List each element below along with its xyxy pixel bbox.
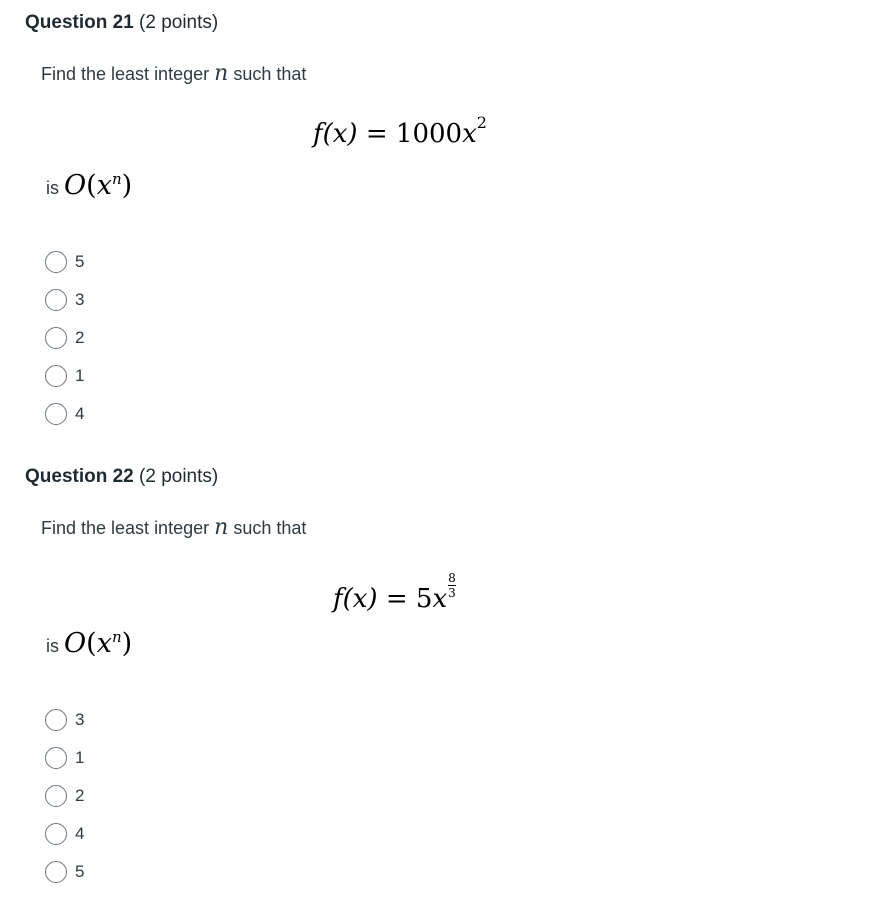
prompt-text: Find the least integer xyxy=(41,518,210,538)
radio-button[interactable] xyxy=(45,709,67,731)
answer-option[interactable] xyxy=(45,739,84,777)
big-o-base: x xyxy=(96,170,112,201)
equation-lhs: f(x) xyxy=(313,119,358,149)
question-number: Question 21 xyxy=(25,12,134,33)
equation-coefficient: 5 xyxy=(415,584,433,614)
answer-options xyxy=(45,701,84,891)
question-prompt xyxy=(41,61,306,86)
is-text: is xyxy=(46,178,59,198)
display-equation xyxy=(313,113,487,149)
radio-button[interactable] xyxy=(45,403,67,425)
answer-options xyxy=(45,243,84,433)
prompt-text-end: such that xyxy=(233,518,307,538)
answer-option[interactable] xyxy=(45,777,84,815)
option-label[interactable]: 1 xyxy=(75,366,85,385)
equation-coefficient: 1000 xyxy=(395,119,463,149)
option-label[interactable]: 3 xyxy=(75,710,85,729)
equation-exponent: 2 xyxy=(476,113,487,132)
big-o-expression xyxy=(64,628,132,659)
option-label[interactable]: 5 xyxy=(75,252,85,271)
exponent-denominator: 3 xyxy=(448,586,456,600)
answer-option[interactable] xyxy=(45,319,84,357)
big-o-statement xyxy=(46,628,132,659)
big-o-expression xyxy=(64,170,132,201)
radio-button[interactable] xyxy=(45,327,67,349)
paren-close: ) xyxy=(121,628,133,659)
prompt-variable: n xyxy=(214,61,229,86)
option-label[interactable]: 4 xyxy=(75,404,85,423)
equation-variable: x xyxy=(462,119,477,149)
radio-button[interactable] xyxy=(45,365,67,387)
prompt-text: Find the least integer xyxy=(41,64,210,84)
equation-fraction-exponent xyxy=(448,572,456,599)
big-o-symbol: O xyxy=(64,628,87,659)
question-heading xyxy=(25,466,218,488)
radio-button[interactable] xyxy=(45,823,67,845)
answer-option[interactable] xyxy=(45,243,84,281)
radio-button[interactable] xyxy=(45,289,67,311)
big-o-symbol: O xyxy=(64,170,87,201)
radio-button[interactable] xyxy=(45,861,67,883)
radio-button[interactable] xyxy=(45,251,67,273)
equation-equals: = xyxy=(365,119,388,149)
radio-button[interactable] xyxy=(45,785,67,807)
answer-option[interactable] xyxy=(45,281,84,319)
paren-open: ( xyxy=(86,628,97,659)
big-o-exponent: n xyxy=(111,170,122,188)
question-points: (2 points) xyxy=(139,466,219,487)
answer-option[interactable] xyxy=(45,815,84,853)
equation-lhs: f(x) xyxy=(333,584,378,614)
option-label[interactable]: 4 xyxy=(75,824,85,843)
question-prompt xyxy=(41,515,306,540)
option-label[interactable]: 2 xyxy=(75,328,85,347)
equation-equals: = xyxy=(385,584,408,614)
paren-open: ( xyxy=(86,170,97,201)
answer-option[interactable] xyxy=(45,357,84,395)
exponent-numerator: 8 xyxy=(448,571,456,585)
equation-variable: x xyxy=(432,584,448,614)
big-o-statement xyxy=(46,170,132,201)
answer-option[interactable] xyxy=(45,853,84,891)
answer-option[interactable] xyxy=(45,395,84,433)
prompt-variable: n xyxy=(214,515,229,540)
paren-close: ) xyxy=(121,170,133,201)
big-o-base: x xyxy=(96,628,112,659)
display-equation xyxy=(333,572,456,614)
question-number: Question 22 xyxy=(25,466,134,487)
prompt-text-end: such that xyxy=(233,64,307,84)
answer-option[interactable] xyxy=(45,701,84,739)
question-points: (2 points) xyxy=(139,12,219,33)
option-label[interactable]: 3 xyxy=(75,290,85,309)
option-label[interactable]: 2 xyxy=(75,786,85,805)
option-label[interactable]: 5 xyxy=(75,862,85,881)
is-text: is xyxy=(46,636,59,656)
question-heading xyxy=(25,12,218,34)
option-label[interactable]: 1 xyxy=(75,748,85,767)
radio-button[interactable] xyxy=(45,747,67,769)
big-o-exponent: n xyxy=(111,628,122,646)
